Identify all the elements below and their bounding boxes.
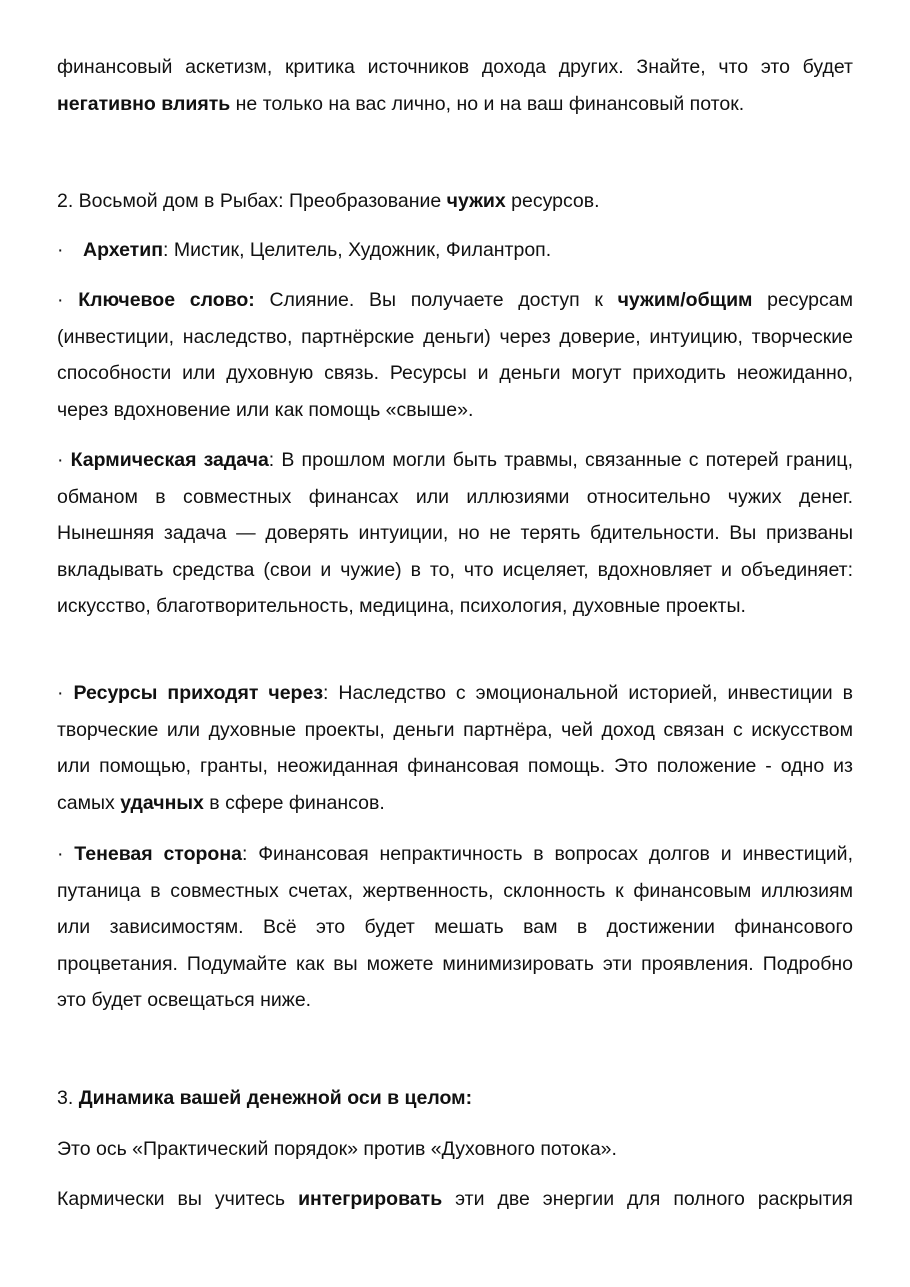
karmic-integrate-prefix: Кармически вы учитесь: [57, 1188, 299, 1210]
archetype-label: Архетип: [83, 239, 163, 261]
keyword-bold: чужим/общим: [617, 289, 753, 311]
section-3-prefix: 3.: [57, 1087, 79, 1109]
karmic-integrate-paragraph: [57, 1181, 853, 1218]
karmic-task-text: : В прошлом могли быть травмы, связанные с потерей границ, обманом в совместных финансах или иллюзиями относительно чужих денег. Нынешняя задача — доверять интуиции, но не терять бдительности. Вы призваны вкладывать средства (свои и чужие) в то, что исцеляет, вдохновляет и объединяет: искусство, благотворительность, медицина, психология, духовные проекты.: [57, 449, 854, 617]
karmic-task-label: Кармическая задача: [70, 449, 269, 471]
bullet: ·: [57, 289, 79, 311]
resources-item: [57, 675, 853, 821]
intro-line-2: [57, 86, 853, 123]
archetype-item: [57, 232, 853, 269]
section-3-heading-bold: Динамика вашей денежной оси в целом:: [78, 1087, 473, 1109]
keyword-text: Слияние. Вы получаете доступ к: [254, 289, 618, 311]
bullet: ·: [57, 843, 75, 865]
karmic-task-item: [57, 442, 853, 625]
bullet: ·: [57, 682, 74, 704]
resources-bold: удачных: [120, 791, 204, 814]
resources-text-2: в сфере финансов.: [203, 791, 385, 814]
intro-bold: негативно влиять: [57, 92, 231, 115]
axis-paragraph: Это ось «Практический порядок» против «Духовного потока».: [57, 1138, 617, 1160]
section-2-heading-prefix: 2. Восьмой дом в Рыбах: Преобразование: [57, 190, 447, 212]
resources-text: : Наследство с эмоциональной историей, инвестиции в творческие или духовные проекты, деньги партнёра, чей доход связан с искусством или помощью, гранты, неожиданная финансовая помощь. Это положение - одно из самых: [57, 682, 853, 814]
section-2-heading-bold: чужих: [446, 190, 506, 212]
bullet: ·: [57, 239, 64, 261]
archetype-text: : Мистик, Целитель, Художник, Филантроп.: [163, 239, 552, 261]
shadow-side-item: [57, 836, 853, 1019]
karmic-integrate-suffix: эти две энергии для полного раскрытия: [442, 1188, 853, 1210]
shadow-side-text: : Финансовая непрактичность в вопросах долгов и инвестиций, путаница в совместных счетах, жертвенность, склонность к финансовым иллюзиям или зависимостям. Всё это будет мешать вам в достижении финансового процветания. Подумайте как вы можете минимизировать эти проявления. Подробно это будет освещаться ниже.: [57, 843, 853, 1011]
karmic-integrate-bold: интегрировать: [298, 1188, 443, 1210]
shadow-side-label: Теневая сторона: [74, 843, 242, 865]
bullet: ·: [57, 449, 71, 471]
keyword-label: Ключевое слово:: [78, 289, 255, 311]
resources-label: Ресурсы приходят через: [73, 682, 324, 704]
keyword-item: [57, 282, 853, 428]
section-3-heading: [57, 1080, 853, 1117]
intro-rest: не только на вас лично, но и на ваш финансовый поток.: [230, 92, 745, 115]
intro-line-1: финансовый аскетизм, критика источников дохода других. Знайте, что это будет: [57, 56, 853, 78]
section-2-heading-suffix: ресурсов.: [505, 190, 600, 212]
section-2-heading: [57, 183, 853, 220]
keyword-text-2: ресурсам (инвестиции, наследство, партнёрские деньги) через доверие, интуицию, творческие способности или духовную связь. Ресурсы и деньги могут приходить неожиданно, через вдохновение или как помощь «свыше».: [57, 289, 853, 421]
intro-paragraph: [57, 49, 853, 122]
